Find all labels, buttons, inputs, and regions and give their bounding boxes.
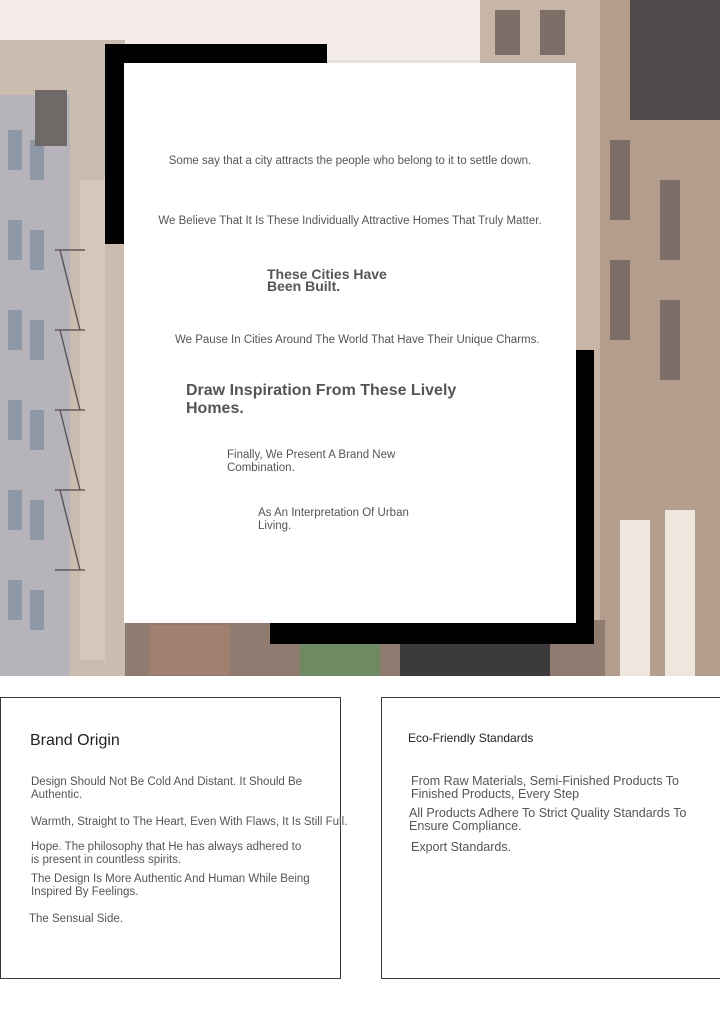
hero-line-5: As An Interpretation Of Urban Living. [258,507,409,532]
eco-standards-item: Export Standards. [411,840,512,854]
brand-origin-item: Design Should Not Be Cold And Distant. It Should Be Authentic. [31,776,303,801]
hero-heading-1: These Cities Have Been Built. [267,266,387,294]
brand-origin-item: Warmth, Straight to The Heart, Even With Flaws, It Is Still Full. [31,816,348,828]
eco-standards-title: Eco-Friendly Standards [408,731,534,745]
eco-standards-panel [381,697,720,979]
hero-line-2: We Believe That It Is These Individually Attractive Homes That Truly Matter. [158,215,542,227]
hero-line-1: Some say that a city attracts the people who belong to it to settle down. [168,155,532,167]
hero-heading-2: Draw Inspiration From These Lively Homes. [186,382,457,417]
eco-standards-item: From Raw Materials, Semi-Finished Products To Finished Products, Every Step [411,774,679,801]
brand-origin-panel [0,697,348,979]
brand-origin-item: The Sensual Side. [29,913,123,925]
hero-line-3: We Pause In Cities Around The World That Have Their Unique Charms. [175,334,540,346]
brand-origin-item: Hope. The philosophy that He has always adhered to is present in countless spirits. [31,841,302,866]
hero-text-card [124,63,576,623]
brand-origin-title: Brand Origin [30,732,120,749]
hero-line-4: Finally, We Present A Brand New Combination. [227,449,396,474]
eco-standards-item: All Products Adhere To Strict Quality Standards To Ensure Compliance. [409,806,687,833]
brand-origin-item: The Design Is More Authentic And Human While Being Inspired By Feelings. [31,873,310,898]
